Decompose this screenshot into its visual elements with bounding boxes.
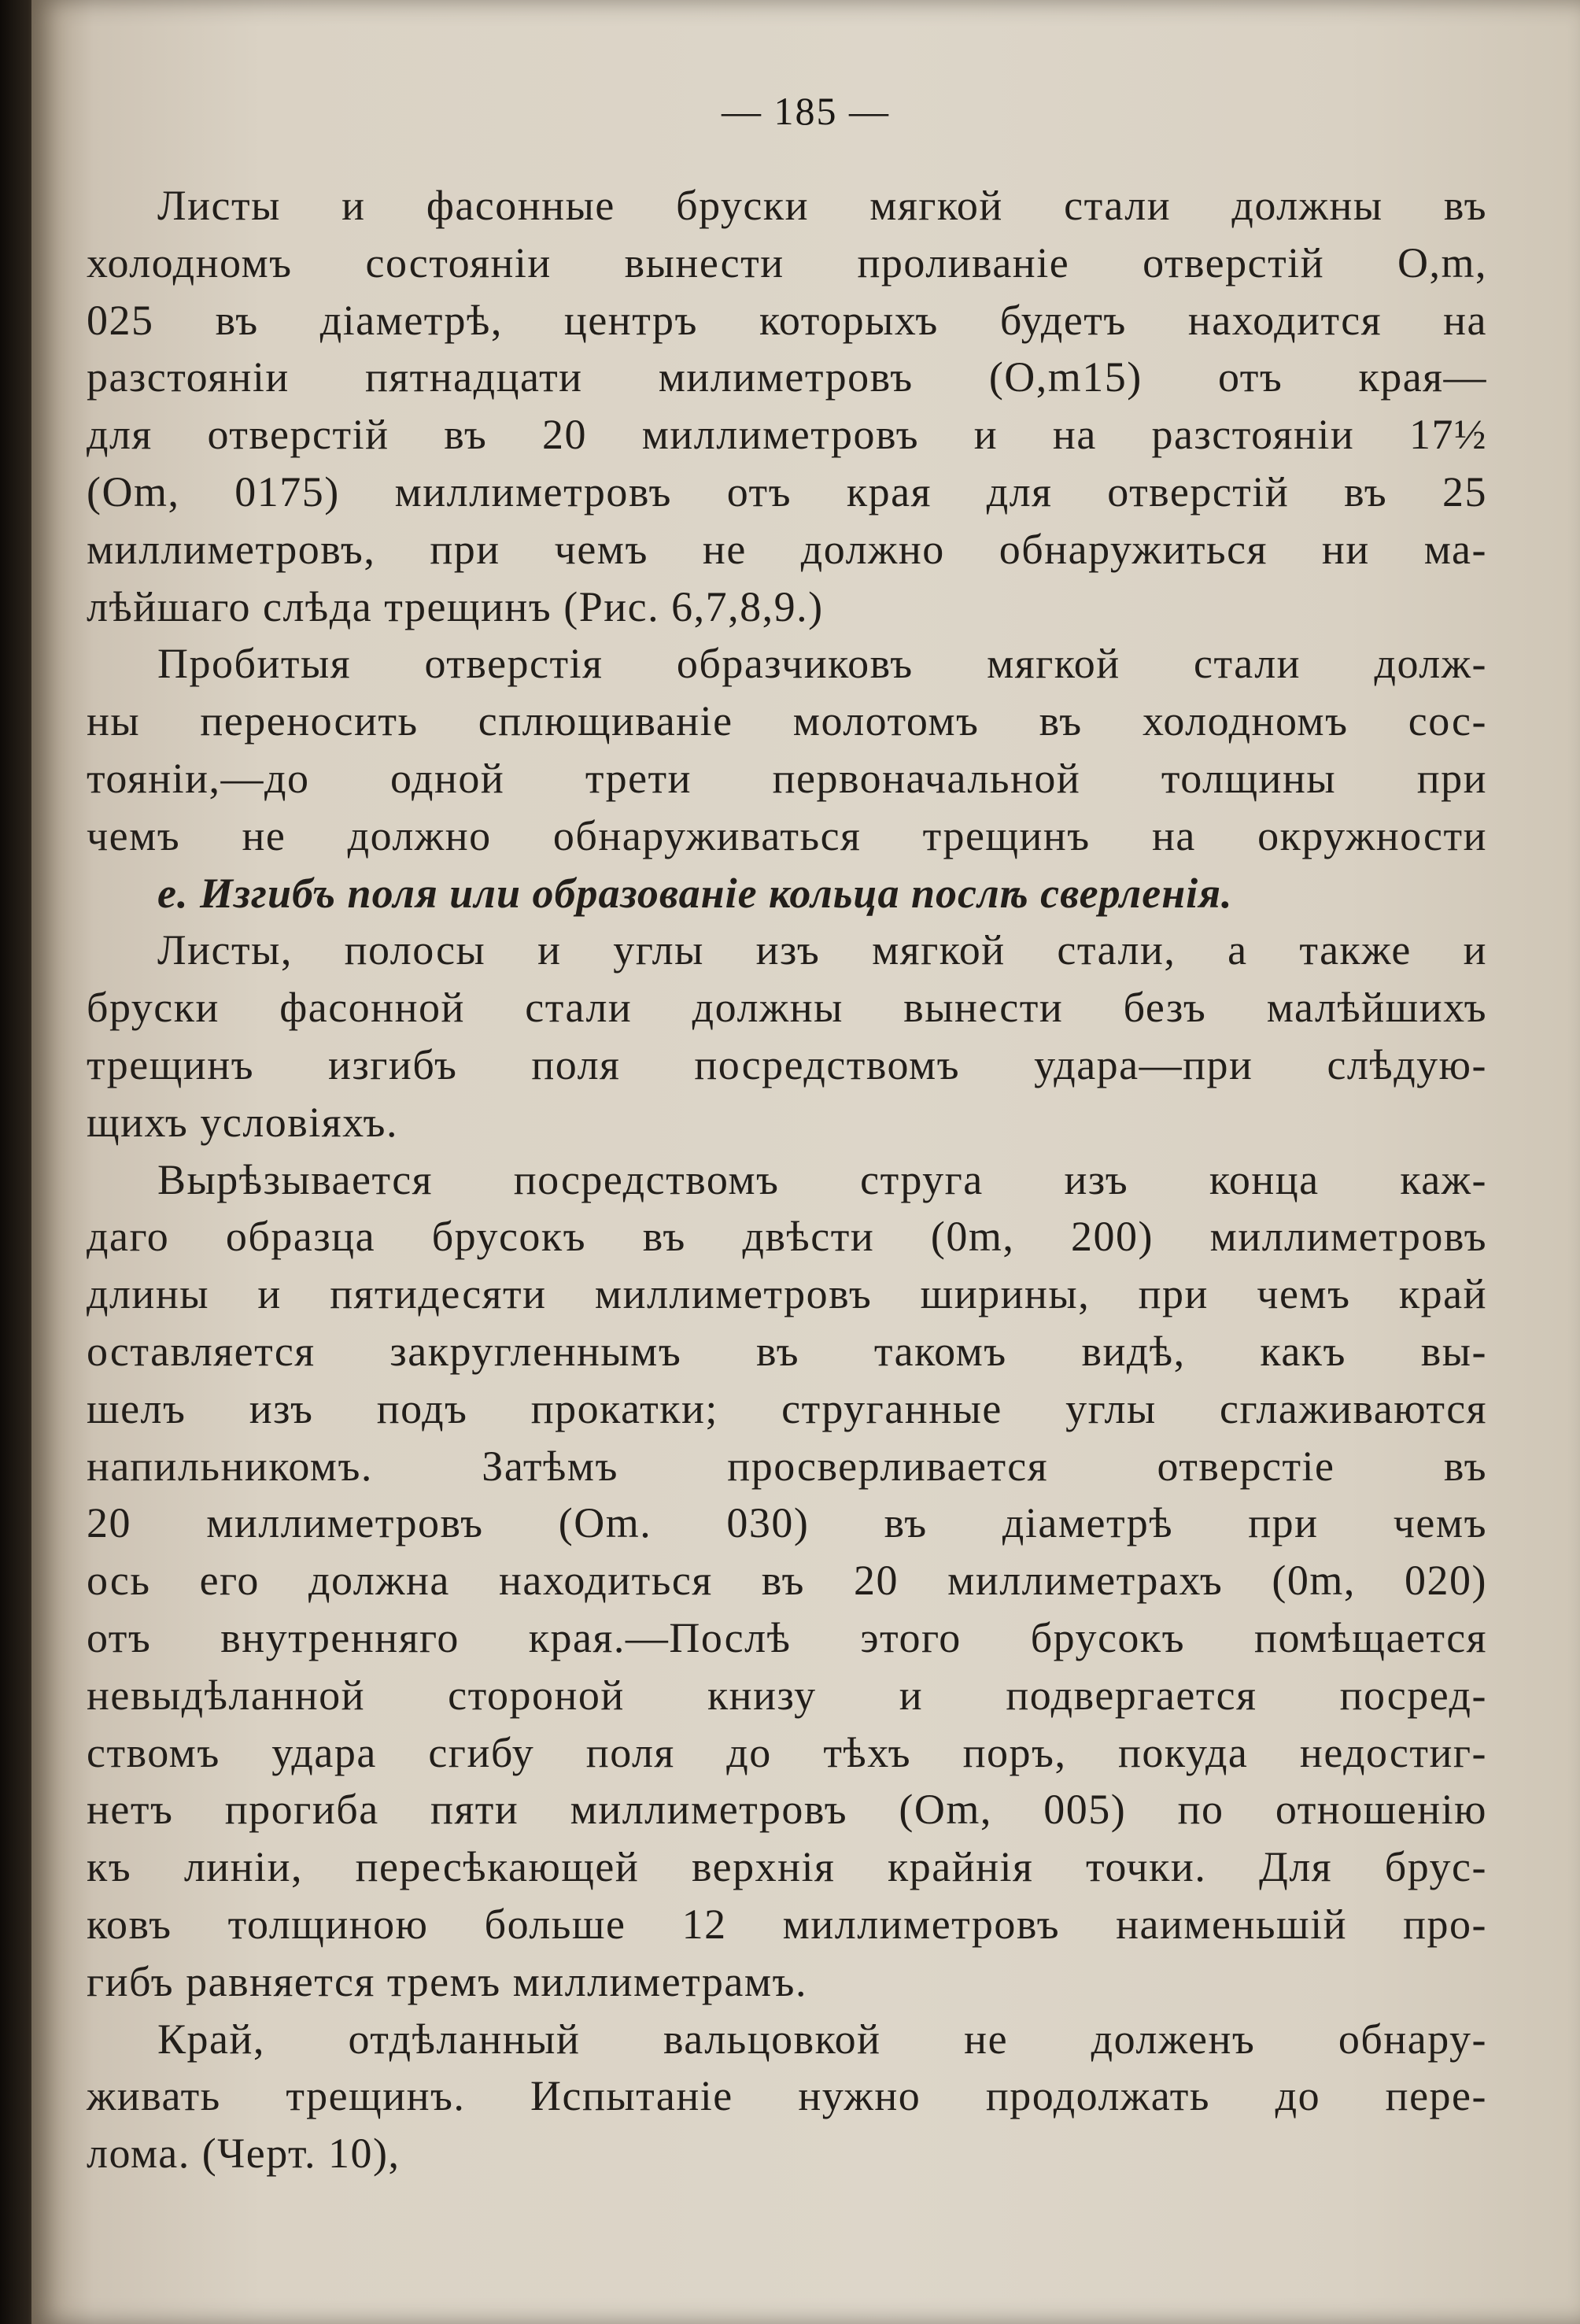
text-line: живать трещинъ. Испытанiе нужно продолжать до пере- xyxy=(87,2072,1487,2120)
page-number: — 185 — xyxy=(722,89,890,133)
text-line: бруски фасонной стали должны вынести безъ малѣйшихъ xyxy=(87,984,1487,1032)
text-line: 025 въ дiаметрѣ, центръ которыхъ будетъ находится на xyxy=(87,296,1487,344)
text-line: длины и пятидесяти миллиметровъ ширины, при чемъ край xyxy=(87,1270,1487,1318)
text-line: Край, отдѣланный вальцовкой не долженъ обнару- xyxy=(157,2015,1487,2063)
text-line: напильникомъ. Затѣмъ просверливается отверстiе въ xyxy=(87,1442,1487,1490)
text-line: тоянiи,—до одной трети первоначальной толщины при xyxy=(87,754,1487,802)
text-line: шелъ изъ подъ прокатки; струганные углы сглаживаются xyxy=(87,1384,1487,1432)
text-line: даго образца брусокъ въ двѣсти (0m, 200) миллиметровъ xyxy=(87,1213,1487,1261)
text-line: гибъ равняется тремъ миллиметрамъ. xyxy=(87,1957,807,2005)
text-line: разстоянiи пятнадцати милиметровъ (О,m15) отъ края— xyxy=(87,353,1487,401)
text-line: Листы и фасонные бруски мягкой стали должны въ xyxy=(157,182,1487,229)
text-line: Вырѣзывается посредствомъ струга изъ конца каж- xyxy=(157,1155,1487,1203)
text-line: ны переносить сплющиванiе молотомъ въ холодномъ сос- xyxy=(87,697,1487,745)
text-line: Пробитыя отверстiя образчиковъ мягкой стали долж- xyxy=(157,640,1487,688)
text-line: Листы, полосы и углы изъ мягкой стали, а также и xyxy=(157,926,1487,974)
section-heading: е. Изгибъ поля или образованiе кольца послѣ сверленiя. xyxy=(157,869,1233,917)
text-line: ствомъ удара сгибу поля до тѣхъ поръ, покуда недостиг- xyxy=(87,1728,1487,1776)
page-text xyxy=(87,177,1487,2182)
text-line: щихъ условiяхъ. xyxy=(87,1098,398,1146)
text-line: лѣйшаго слѣда трещинъ (Рис. 6,7,8,9.) xyxy=(87,582,824,630)
text-line: миллиметровъ, при чемъ не должно обнаружиться ни ма- xyxy=(87,525,1487,573)
text-line: 20 миллиметровъ (Оm. 030) въ дiаметрѣ при чемъ xyxy=(87,1499,1487,1547)
text-line: ковъ толщиною больше 12 миллиметровъ наименьшiй про- xyxy=(87,1900,1487,1948)
text-line: отъ внутренняго края.—Послѣ этого брусокъ помѣщается xyxy=(87,1613,1487,1661)
text-line: холодномъ состоянiи вынести проливанiе отверстiй О,m, xyxy=(87,238,1487,286)
text-line: нетъ прогиба пяти миллиметровъ (Оm, 005) по отношенiю xyxy=(87,1786,1487,1834)
text-line: къ линiи, пересѣкающей верхнiя крайнiя точки. Для брус- xyxy=(87,1843,1487,1891)
text-line: (Оm, 0175) миллиметровъ отъ края для отверстiй въ 25 xyxy=(87,467,1487,515)
text-line: невыдѣланной стороной книзу и подвергается посред- xyxy=(87,1671,1487,1719)
book-page xyxy=(31,0,1580,2324)
text-line: чемъ не должно обнаруживаться трещинъ на окружности xyxy=(87,811,1487,859)
text-line: ось его должна находиться въ 20 миллиметрахъ (0m, 020) xyxy=(87,1557,1487,1605)
text-line: лома. (Черт. 10), xyxy=(87,2130,401,2178)
text-line: для отверстiй въ 20 миллиметровъ и на разстоянiи 17½ xyxy=(87,411,1487,459)
text-line: оставляется закругленнымъ въ такомъ видѣ, какъ вы- xyxy=(87,1327,1487,1375)
text-line: трещинъ изгибъ поля посредствомъ удара—при слѣдую- xyxy=(87,1040,1487,1088)
